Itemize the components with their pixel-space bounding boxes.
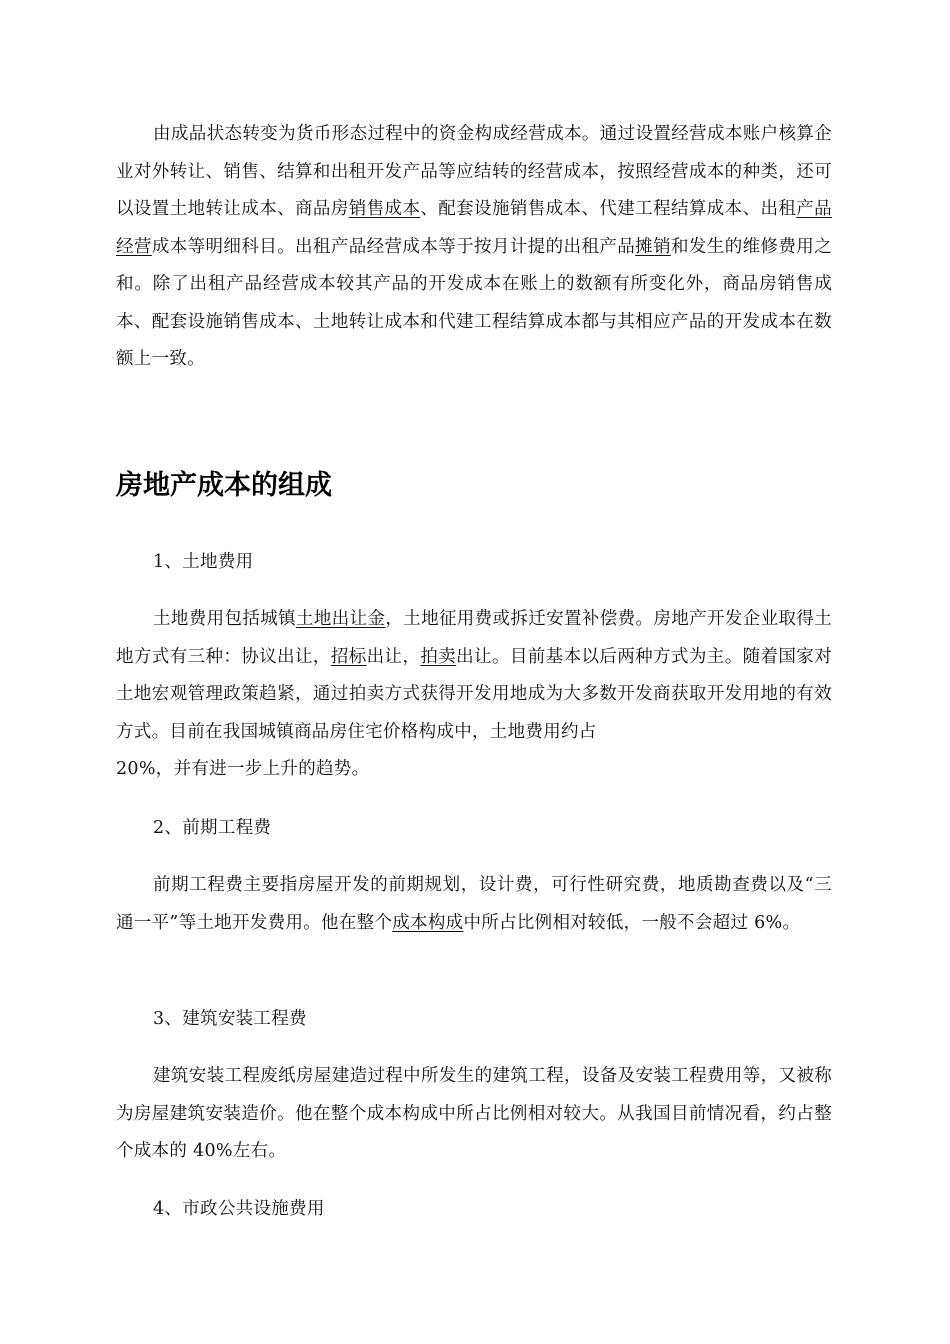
land-text-2: ，土地征用费或拆迁安置补偿费。房地产开发企业取得土地方式有三种：协议出让， bbox=[116, 609, 833, 667]
link-amortization[interactable]: 摊销 bbox=[635, 236, 671, 257]
intro-text-3: 成本等明细科目。出租产品经营成本等于按月计提的出租产品 bbox=[151, 236, 636, 257]
link-product-operation[interactable]: 产品经营 bbox=[116, 199, 832, 257]
intro-paragraph bbox=[116, 116, 832, 379]
item-title-construction-cost: 3、建筑安装工程费 bbox=[153, 1009, 307, 1029]
section-heading: 房地产成本的组成 bbox=[116, 470, 332, 501]
construction-cost-paragraph: 建筑安装工程废纸房屋建造过程中所发生的建筑工程，设备及安装工程费用等，又被称为房屋建筑安装造价。他在整个成本构成中所占比例相对较大。从我国目前情况看，约占整个成本的 40%左右。 bbox=[116, 1066, 832, 1161]
intro-text-1: 由成品状态转变为货币形态过程中的资金构成经营成本。通过设置经营成本账户核算企业对外转让、销售、结算和出租开发产品等应结转的经营成本，按照经营成本的种类，还可以设置土地转让成本、商品房 bbox=[116, 124, 832, 219]
link-auction[interactable]: 拍卖 bbox=[420, 646, 457, 667]
land-cost-paragraph bbox=[116, 601, 832, 789]
link-cost-structure[interactable]: 成本构成 bbox=[392, 912, 464, 933]
link-land-transfer-fee[interactable]: 土地出让金 bbox=[295, 609, 386, 629]
item-title-municipal-cost: 4、市政公共设施费用 bbox=[153, 1199, 325, 1219]
prelim-text-1: 前期工程费主要指房屋开发的前期规划，设计费，可行性研究费，地质勘查费以及“三通一平”等土地开发费用。他在整个 bbox=[116, 875, 832, 933]
intro-text-2: 、配套设施销售成本、代建工程结算成本、出租 bbox=[420, 199, 797, 219]
land-text-1: 土地费用包括城镇 bbox=[153, 609, 296, 629]
prelim-text-2: 中所占比例相对较低，一般不会超过 6%。 bbox=[463, 912, 801, 933]
item-title-preliminary-cost: 2、前期工程费 bbox=[153, 818, 272, 838]
land-text-4: 出让。目前基本以后两种方式为主。随着国家对土地宏观管理政策趋紧，通过拍卖方式获得开发用地成为大多数开发商获取开发用地的有效方式。目前在我国城镇商品房住宅价格构成中，土地费用约占 bbox=[116, 646, 832, 742]
intro-text-4: 和发生的维修费用之和。除了出租产品经营成本较其产品的开发成本在账上的数额有所变化外，商品房销售成本、配套设施销售成本、土地转让成本和代建工程结算成本都与其相应产品的开发成本在数额上一致。 bbox=[116, 236, 832, 369]
item-title-land-cost: 1、土地费用 bbox=[153, 552, 254, 572]
land-text-3: 出让， bbox=[366, 646, 421, 667]
link-bidding[interactable]: 招标 bbox=[330, 646, 367, 667]
link-sales-cost[interactable]: 销售成本 bbox=[348, 199, 421, 219]
land-text-5: 20%，并有进一步上升的趋势。 bbox=[116, 759, 370, 779]
preliminary-cost-paragraph bbox=[116, 867, 832, 942]
